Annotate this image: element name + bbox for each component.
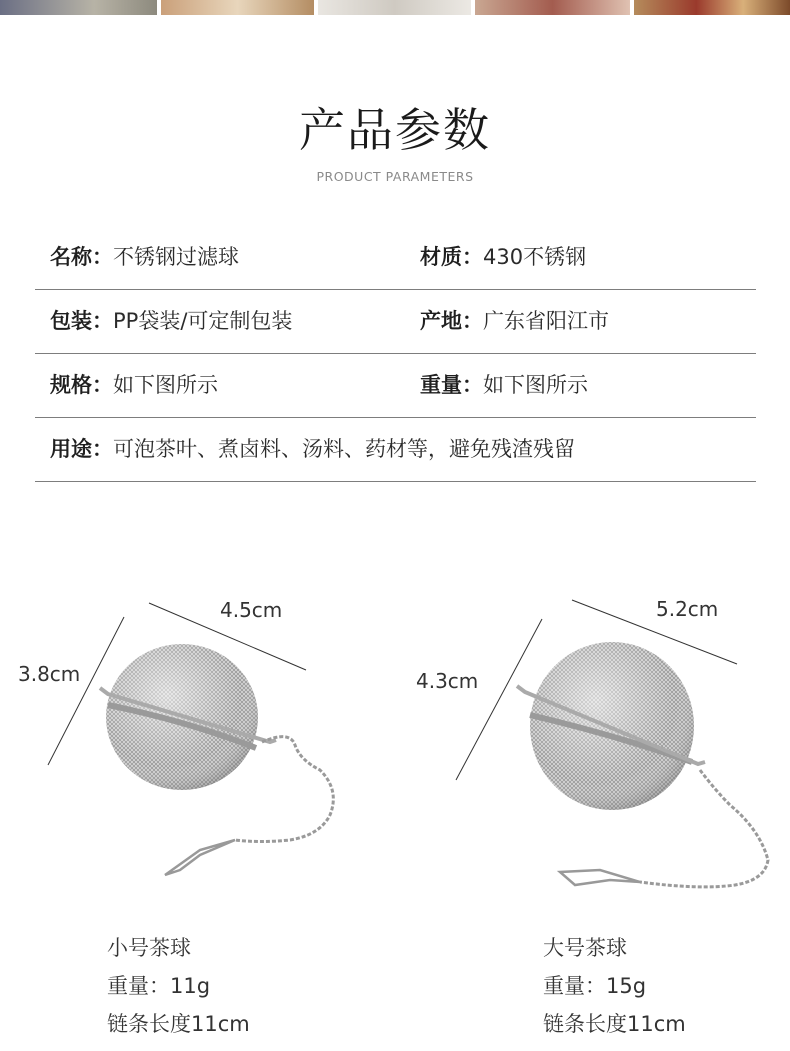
- param-name: 名称：不锈钢过滤球: [50, 245, 239, 269]
- large-product-info: [543, 929, 686, 1043]
- height-dimension-line: [456, 619, 542, 780]
- large-width-label: 5.2cm: [656, 597, 719, 621]
- small-width-label: 4.5cm: [220, 598, 283, 622]
- param-spec: 规格：如下图所示: [50, 373, 218, 397]
- small-height-label: 3.8cm: [18, 662, 81, 686]
- small-product-info: [107, 929, 250, 1043]
- large-height-label: 4.3cm: [416, 669, 479, 693]
- param-packaging: 包装：PP袋装/可定制包装: [50, 309, 293, 333]
- param-usage: 用途：可泡茶叶、煮卤料、汤料、药材等，避免残渣残留: [50, 437, 575, 461]
- product-chain-length: 链条长度11cm: [107, 1012, 250, 1036]
- product-name: 小号茶球: [107, 936, 191, 960]
- section-subtitle: PRODUCT PARAMETERS: [316, 169, 474, 184]
- param-material: 材质：430不锈钢: [420, 245, 587, 269]
- product-name: 大号茶球: [543, 936, 627, 960]
- product-weight: 重量：11g: [107, 974, 211, 998]
- param-origin: 产地：广东省阳江市: [420, 309, 609, 333]
- small-tea-ball: [100, 644, 333, 875]
- large-tea-ball: [517, 642, 768, 887]
- product-chain-length: 链条长度11cm: [543, 1012, 686, 1036]
- section-title: 产品参数: [299, 103, 491, 157]
- param-weight: 重量：如下图所示: [420, 373, 588, 397]
- product-weight: 重量：15g: [543, 974, 647, 998]
